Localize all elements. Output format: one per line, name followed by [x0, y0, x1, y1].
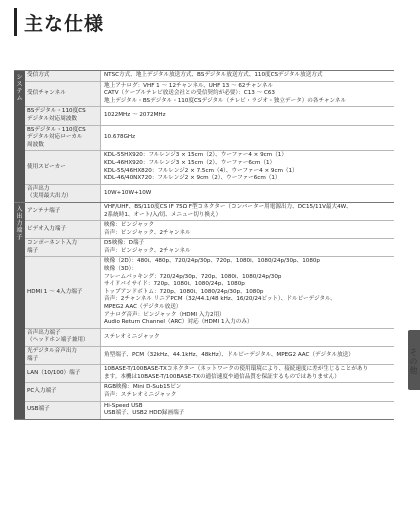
spec-key: 受信方式 [25, 71, 101, 81]
section-label: シ ス テ ム [14, 71, 25, 202]
spec-key: LAN（10/100）端子 [25, 365, 101, 382]
spec-row [25, 82, 394, 108]
spec-section [14, 203, 394, 419]
spec-key: HDMI 1 〜 4入力端子 [25, 257, 101, 327]
spec-row [25, 185, 394, 202]
spec-value: 10W+10W+10W [104, 189, 152, 196]
spec-row [25, 107, 394, 125]
spec-key: BSデジタル・110度CS デジタル対応ローカル 周波数 [25, 126, 101, 151]
spec-value: D5映像：D端子 音声：ピンジャック、2チャンネル [104, 240, 191, 254]
spec-value: 地上アナログ：VHF 1 〜 12チャンネル、UHF 13 〜 62チャンネル CATV（ケーブルテレビ放送会社との受信契約が必要）：C13 〜 C63 地上デジタル・BSデジタル・110度CSデジタル（テレビ・ラジオ・独立データ）の各チャンネル [104, 82, 347, 104]
spec-key: 使用スピーカー [25, 151, 101, 183]
spec-key: 音声出力 （実用最大出力） [25, 185, 101, 202]
spec-value: 映像：ピンジャック 音声：ピンジャック、2チャンネル [104, 222, 191, 236]
spec-value: 角型端子、PCM（32kHz、44.1kHz、48kHz）、ドルビーデジタル、MPEG2 AAC（デジタル放送） [104, 351, 354, 358]
spec-value: 10.678GHz [104, 134, 136, 141]
spec-row [25, 257, 394, 328]
spec-table [14, 70, 394, 420]
section-label: 入 出 力 端 子 [14, 203, 25, 419]
page-title: 主な仕様 [24, 12, 105, 35]
spec-row [25, 347, 394, 365]
spec-key: USB端子 [25, 402, 101, 419]
spec-value: 映像（2D）：480i、480p、720/24p/30p、720p、1080i、1080/24p/30p、1080p 映像（3D）： フレームパッキング：720/24p/30p、720p、1080i、1080/24p/30p サイドバイサイド：720p、1080i、1080/24p、1080p トップアンドボトム：720p、1080i、1080/24p/30p、1080p 音声：2チャンネル リニアPCM（32/44.1/48 kHz、16/20/24ビット）、ドルビーデジタル、 MPEG2 AAC（デジタル放送） アナログ音声：ピンジャック（HDMI 入力2用） Audio Return Channel（ARC）対応（HDMI 1入力のみ） [104, 258, 336, 326]
spec-value: Hi-Speed USB USB端子、USB2 HDD録画端子 [104, 402, 185, 417]
spec-key: アンテナ端子 [25, 203, 101, 220]
spec-value: 10BASE-T/100BASE-TXコネクター（ネットワークの使用環境により、接続速度に差が生じることがあり ます。本機は10BASE-T/100BASE-TXの通信速度や通信品質を保証するものではありません） [104, 366, 369, 380]
spec-row [25, 329, 394, 347]
spec-key: PC入力端子 [25, 383, 101, 400]
spec-row [25, 239, 394, 257]
spec-key: 光デジタル音声出力 端子 [25, 347, 101, 364]
spec-value: 1022MHz 〜 2072MHz [104, 112, 166, 119]
spec-row [25, 203, 394, 221]
page-header [14, 8, 104, 36]
spec-row [25, 151, 394, 184]
spec-value: NTSC方式、地上デジタル放送方式、BSデジタル放送方式、110度CSデジタル放送方式 [104, 72, 323, 78]
spec-row [25, 221, 394, 239]
spec-value: KDL-55HX920：フルレンジ3 × 15cm（2）、ウーファー4 × 9cm（1） KDL-46HX920：フルレンジ3 × 15cm（2）、ウーファー6cm（1） KDL-55/46HX820：フルレンジ2 × 7.5cm（4）、ウーファー4 × 9cm（1） KDL-46/40NX720：フルレンジ2 × 9cm（2）、ウーファー6cm（1） [104, 152, 298, 182]
spec-row [25, 402, 394, 419]
spec-row [25, 383, 394, 401]
spec-value: ステレオミニジャック [104, 333, 160, 340]
title-accent-bar [14, 8, 17, 36]
spec-key: ビデオ入力端子 [25, 221, 101, 238]
spec-key: 受信チャンネル [25, 82, 101, 107]
side-index-label: その他 [409, 348, 418, 375]
spec-key: コンポーネント入力 端子 [25, 239, 101, 256]
spec-key: BSデジタル・110度CS デジタル対応周波数 [25, 107, 101, 124]
spec-row [25, 71, 394, 82]
spec-key: 音声出力端子 （ヘッドホン端子兼用） [25, 329, 101, 346]
spec-section [14, 71, 394, 203]
spec-row [25, 365, 394, 383]
spec-row [25, 126, 394, 152]
spec-value: RGB映像：Mini D-Sub15ピン 音声：ステレオミニジャック [104, 384, 182, 398]
spec-value: VHF/UHF、BS/110度CS IF 75Ω F型コネクター（コンバーター用電源出力、DC15/11V最大4W、 2系統時1、オート/入/切、メニュー切り換え） [104, 203, 352, 218]
